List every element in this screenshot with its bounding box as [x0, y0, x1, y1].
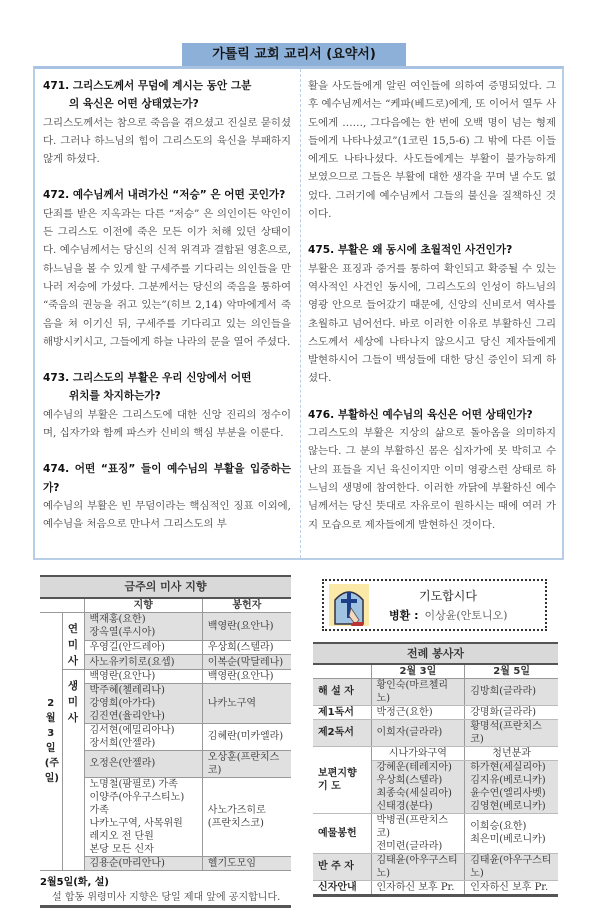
liturgy-title: 전례 봉사자 — [313, 643, 558, 664]
column-divider — [300, 69, 301, 558]
mass-footer — [40, 871, 291, 908]
answer: 단죄를 받은 지옥과는 다른 “저승” 은 의인이든 악인이든 그리스도 이전에 죽은 모든 이가 처해 있던 상태이다. 예수님께서는 당신의 신적 위격과 결합된 영혼으로, 하느님을 볼 수 있게 할 구세주를 기다리는 의인들을 만나러 저승에 가셨다. 그분께서는 당신의 죽음을 통하여 “죽음의 권능을 쥐고 있는”(히브 2,14) 악마에게서 죽음을 쳐 이기신 뒤, 구세주를 기다리고 있는 의인들을 해방시키시고, 그들에게 하늘 나라의 문을 열어 주셨다. — [43, 207, 291, 348]
row-label: 해 설 자 — [313, 678, 371, 705]
liturgy-row: 예물봉헌 박병권(프란치스코) 전미련(글라라) 이희승(요한) 최은미(베로니카) — [313, 813, 558, 853]
mass-row — [40, 612, 291, 640]
question — [43, 369, 291, 406]
question — [43, 186, 291, 204]
mass-group-label: 생미사 — [67, 679, 79, 724]
mass-group-label: 연미사 — [67, 622, 79, 667]
offerer-cell: 백영란(요안나) — [202, 612, 291, 640]
prayer-name: 이상윤(안토니오) — [424, 608, 508, 622]
intention-cell: 우영길(안드레아) — [84, 640, 202, 655]
footer-date: 2월5일(화, 설) — [40, 876, 109, 888]
question — [308, 406, 556, 424]
liturgy-subheader-row: 보편지향 기 도 시나가와구역 청년분과 — [313, 746, 558, 760]
mass-date: 2월3일(주일) — [44, 698, 59, 785]
question-text: 471. 그리스도께서 무덤에 계시는 동안 그분 — [43, 80, 252, 92]
catechism-right-column — [308, 77, 556, 552]
row-label: 제2독서 — [313, 719, 371, 746]
question — [43, 460, 291, 497]
intention-cell: 사노유키히로(요셉) — [84, 655, 202, 670]
footer-note: 설 합동 위령미사 지향은 당일 제대 앞에 공지합니다. — [52, 891, 281, 903]
liturgy-table — [313, 642, 558, 897]
answer: 그리스도의 부활은 지상의 삶으로 돌아옴을 의미하지 않는다. 그 분의 부활하신 몸은 십자가에 못 박히고 수난의 표들을 지닌 육신이지만 이미 영광스런 상태로 하느님의 생명에 참여한다. 이러한 까닭에 부활하신 예수님께서는 당신 뜻대로 자유로이 원하시는 때에 여러 가지 모습으로 제자들에게 발현하신 것이다. — [308, 427, 556, 531]
question — [308, 241, 556, 259]
catechism-left-column — [43, 77, 291, 552]
intention-cell: 백영란(요안나) — [84, 669, 202, 683]
liturgy-row: 신자안내 인자하신 보후 Pr. 인자하신 보후 Pr. — [313, 880, 558, 895]
offerer-cell: 이복순(막달레나) — [202, 655, 291, 670]
question-text: 475. 부활은 왜 동시에 초월적인 사건인가? — [308, 244, 513, 257]
intention-cell: 오정은(안젤라) — [84, 750, 202, 777]
intention-cell: 노명철(팜필로) 가족 이양주(아우구스티노) 가족 나카노구역, 사목위원 레지오 전 단원 본당 모든 신자 — [84, 777, 202, 856]
question-text-cont: 위치를 차지하는가? — [69, 390, 161, 403]
offerer-cell: 김혜란(미카엘라) — [202, 723, 291, 750]
answer: 예수님의 부활은 그리스도에 대한 신앙 진리의 정수이며, 십자가와 함께 파스카 신비의 핵심 부분을 이룬다. — [43, 408, 291, 440]
question-text: 473. 그리스도의 부활은 우리 신앙에서 어떤 — [43, 372, 252, 385]
question-text: 476. 부활하신 예수님의 육신은 어떤 상태인가? — [308, 408, 533, 421]
right-bottom-section — [313, 575, 558, 897]
mass-row — [40, 669, 291, 683]
offerer-cell: 나카노구역 — [202, 683, 291, 723]
liturgy-row: 제1독서 박정근(요한) 강명화(글라라) — [313, 705, 558, 719]
catechism-title: 가톨릭 교회 교리서 (요약서) — [182, 43, 406, 66]
intention-cell: 김서현(에밀리아나) 장서희(안젤라) — [84, 723, 202, 750]
col-intention: 지향 — [84, 598, 202, 613]
liturgy-row: 반 주 자 김태윤(아우구스티노) 김태윤(아우구스티노) — [313, 853, 558, 880]
row-label: 보편지향 기 도 — [313, 746, 371, 813]
offerer-cell: 오상훈(프란치스코) — [202, 750, 291, 777]
liturgy-row: 해 설 자 황인숙(마르첼리노) 김방희(글라라) — [313, 678, 558, 705]
row-label: 제1독서 — [313, 705, 371, 719]
offerer-cell: 우상희(스텔라) — [202, 640, 291, 655]
row-label: 예물봉헌 — [313, 813, 371, 853]
liturgy-row: 강혜운(테레지아) 우상희(스텔라) 최종숙(세실리아) 신태경(분다) 하가현(세실리아) 김지유(베로니카) 윤수연(엘리사벳) 김영현(베로니카) — [313, 760, 558, 813]
mass-intentions-section — [40, 575, 291, 908]
prayer-label: 병환 : — [389, 608, 419, 622]
praying-hands-icon — [329, 584, 369, 626]
answer: 예수님의 부활은 빈 무덤이라는 핵심적인 징표 이외에, 예수님을 처음으로 만나서 그리스도의 부 — [43, 499, 291, 531]
intention-cell: 백재홍(요한) 장옥열(루시아) — [84, 612, 202, 640]
answer: 활을 사도들에게 알린 여인들에 의하여 증명되었다. 그 후 예수님께서는 “케파(베드로)에게, 또 이어서 열두 사도에게 ……, 그다음에는 한 번에 오백 명이 넘는 형제들에게 나타나셨고”(1코린 15,5-6) 그 밖에 다른 이들에게도 나타나셨다. 사도들에게는 부활이 불가능하게 보였으므로 그들은 부활에 대한 생각을 꾸며 낼 수도 없었다. 그러기에 예수님께서 그들의 불신을 질책하신 것이다. — [308, 80, 556, 221]
date-col-2: 2월 5일 — [465, 664, 558, 679]
catechism-box — [33, 66, 564, 560]
catechism-section — [33, 43, 564, 560]
answer: 부활은 표징과 증거를 통하여 확인되고 확증될 수 있는 역사적인 사건인 동시에, 그리스도의 인성이 하느님의 영광 안으로 들어갔기 때문에, 신앙의 신비로서 역사를 초월하고 넘어선다. 바로 이러한 이유로 부활하신 그리스도께서 세상에 나타나지 않으시고 당신 제자들에게 발현하시어 그들이 백성들에 대한 당신 증인이 되게 하셨다. — [308, 262, 556, 385]
bottom-section — [40, 575, 600, 908]
row-label: 신자안내 — [313, 880, 371, 895]
question-text-cont: 의 육신은 어떤 상태였는가? — [69, 98, 199, 111]
row-label: 반 주 자 — [313, 853, 371, 880]
liturgy-row: 제2독서 이희자(글라라) 황명석(프란치스코) — [313, 719, 558, 746]
offerer-cell: 사노가즈히로 (프란치스코) — [202, 777, 291, 856]
offerer-cell: 백영란(요안나) — [202, 669, 291, 683]
question — [43, 77, 291, 114]
prayer-line — [389, 607, 507, 623]
date-col-1: 2월 3일 — [371, 664, 465, 679]
intention-cell: 박주혜(첼레리나) 강영희(아가다) 김진연(율리안나) — [84, 683, 202, 723]
mass-intentions-table — [40, 575, 291, 871]
mass-intentions-title: 금주의 미사 지향 — [40, 576, 291, 598]
offerer-cell: 헬기도모임 — [202, 856, 291, 870]
prayer-box — [322, 579, 547, 631]
answer: 그리스도께서는 참으로 죽음을 겪으셨고 진실로 묻히셨다. 그러나 하느님의 힘이 그리스도의 육신을 부패하지 않게 하셨다. — [43, 116, 291, 166]
question-text: 474. 어떤 “표징” 들이 예수님의 부활을 입증하는가? — [43, 463, 291, 494]
intention-cell: 김용순(마리안나) — [84, 856, 202, 870]
prayer-title: 기도합시다 — [419, 588, 477, 603]
question-text: 472. 예수님께서 내려가신 “저승” 은 어떤 곳인가? — [43, 189, 286, 202]
col-offerer: 봉헌자 — [202, 598, 291, 613]
